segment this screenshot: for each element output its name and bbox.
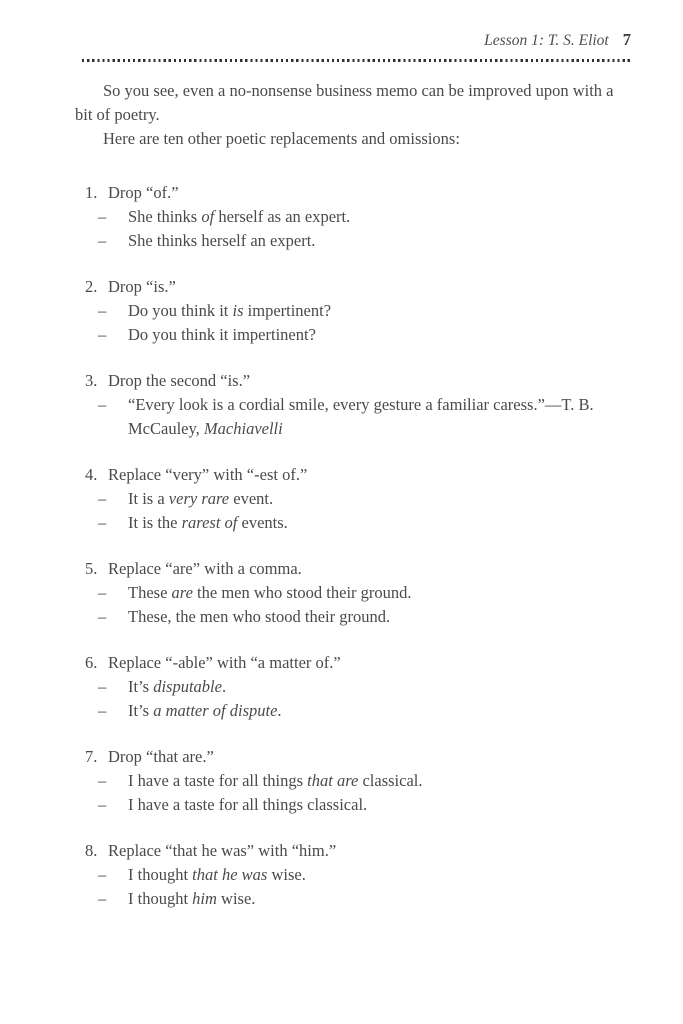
dash-bullet: –: [98, 583, 107, 602]
list-item: [75, 275, 650, 347]
item-number: 1.: [85, 183, 98, 202]
italic-text-run: is: [232, 301, 244, 320]
example-line: [75, 699, 650, 723]
text-run: “Every look is a cordial smile, every gesture a familiar caress.”—T. B.: [128, 395, 594, 414]
text-run: events.: [237, 513, 288, 532]
list-item: [75, 181, 650, 253]
text-run: She thinks: [128, 207, 202, 226]
example-line: [75, 675, 650, 699]
text-run: It’s: [128, 677, 154, 696]
item-number: 7.: [85, 747, 98, 766]
item-title-line: [85, 745, 650, 769]
text-run: event.: [229, 489, 274, 508]
list-item: [75, 463, 650, 535]
italic-text-run: that are: [307, 771, 359, 790]
example-line: [75, 323, 650, 347]
dotted-rule-divider: [82, 59, 632, 62]
italic-text-run: disputable: [153, 677, 222, 696]
text-run: These, the men who stood their ground.: [128, 607, 391, 626]
dash-bullet: –: [98, 607, 107, 626]
item-number: 6.: [85, 653, 98, 672]
text-run: These: [128, 583, 172, 602]
list-item: [75, 651, 650, 723]
text-run: impertinent?: [243, 301, 332, 320]
dash-bullet: –: [98, 231, 107, 250]
italic-text-run: very rare: [168, 489, 230, 508]
text-run: Here are ten other poetic replacements and omissions:: [103, 129, 460, 148]
text-run: It is a: [128, 489, 169, 508]
text-run: I thought: [128, 865, 193, 884]
text-run: herself as an expert.: [214, 207, 351, 226]
example-line: [75, 863, 650, 887]
dash-bullet: –: [98, 889, 107, 908]
dash-bullet: –: [98, 677, 107, 696]
dash-bullet: –: [98, 395, 107, 414]
text-run: Replace “-able” with “a matter of.”: [108, 653, 341, 672]
item-title-line: [85, 557, 650, 581]
item-title-line: [85, 463, 650, 487]
item-number: 4.: [85, 465, 98, 484]
text-run: She thinks herself an expert.: [128, 231, 316, 250]
item-title-line: [85, 181, 650, 205]
example-line: [75, 299, 650, 323]
text-run: Drop “is.”: [108, 277, 176, 296]
example-line: [75, 205, 650, 229]
list-item: [75, 369, 650, 441]
text-run: I thought: [128, 889, 193, 908]
text-run: So you see, even a no-nonsense business memo can be improved upon with a: [103, 81, 614, 100]
item-number: 8.: [85, 841, 98, 860]
text-run: classical.: [358, 771, 423, 790]
page-content: [75, 79, 650, 911]
text-run: .: [221, 677, 227, 696]
dash-bullet: –: [98, 771, 107, 790]
replacements-list: [75, 181, 650, 911]
text-run: Replace “that he was” with “him.”: [108, 841, 337, 860]
paragraph: [75, 79, 650, 127]
dash-bullet: –: [98, 795, 107, 814]
item-number: 3.: [85, 371, 98, 390]
text-run: Replace “are” with a comma.: [108, 559, 302, 578]
item-title-line: [85, 839, 650, 863]
text-run: Drop the second “is.”: [108, 371, 251, 390]
dash-bullet: –: [98, 513, 107, 532]
text-run: It is the: [128, 513, 182, 532]
italic-text-run: Machiavelli: [203, 419, 283, 438]
example-line: [75, 887, 650, 911]
paragraph: [75, 127, 650, 151]
item-title-line: [85, 275, 650, 299]
item-number: 5.: [85, 559, 98, 578]
text-run: the men who stood their ground.: [192, 583, 412, 602]
italic-text-run: him: [192, 889, 217, 908]
text-run: wise.: [216, 889, 256, 908]
italic-text-run: rarest of: [181, 513, 238, 532]
page-number: 7: [622, 30, 631, 49]
example-line: [75, 793, 650, 817]
text-run: McCauley,: [128, 419, 204, 438]
text-run: Drop “that are.”: [108, 747, 214, 766]
item-title-line: [85, 369, 650, 393]
italic-text-run: a matter of dispute: [153, 701, 278, 720]
item-number: 2.: [85, 277, 98, 296]
dash-bullet: –: [98, 325, 107, 344]
text-run: Replace “very” with “-est of.”: [108, 465, 308, 484]
example-line: [75, 511, 650, 535]
text-run: .: [277, 701, 282, 720]
example-line: [75, 605, 650, 629]
running-title: Lesson 1: T. S. Eliot: [484, 32, 609, 49]
list-item: [75, 839, 650, 911]
item-title-line: [85, 651, 650, 675]
text-run: I have a taste for all things: [128, 771, 308, 790]
example-line: [75, 229, 650, 253]
dash-bullet: –: [98, 207, 107, 226]
text-run: wise.: [267, 865, 306, 884]
list-item: [75, 557, 650, 629]
running-head: [0, 0, 631, 51]
dash-bullet: –: [98, 865, 107, 884]
list-item: [75, 745, 650, 817]
example-line: [75, 769, 650, 793]
italic-text-run: that he was: [192, 865, 268, 884]
italic-text-run: are: [171, 583, 193, 602]
text-run: Do you think it impertinent?: [128, 325, 316, 344]
dash-bullet: –: [98, 301, 107, 320]
example-line: [75, 581, 650, 605]
dash-bullet: –: [98, 489, 107, 508]
example-line: [75, 487, 650, 511]
text-run: It’s: [128, 701, 154, 720]
intro-paragraphs: [75, 79, 650, 151]
example-line: [75, 393, 650, 441]
text-run: bit of poetry.: [75, 105, 160, 124]
italic-text-run: of: [201, 207, 215, 226]
text-run: Drop “of.”: [108, 183, 179, 202]
dash-bullet: –: [98, 701, 107, 720]
text-run: Do you think it: [128, 301, 233, 320]
text-run: I have a taste for all things classical.: [128, 795, 368, 814]
